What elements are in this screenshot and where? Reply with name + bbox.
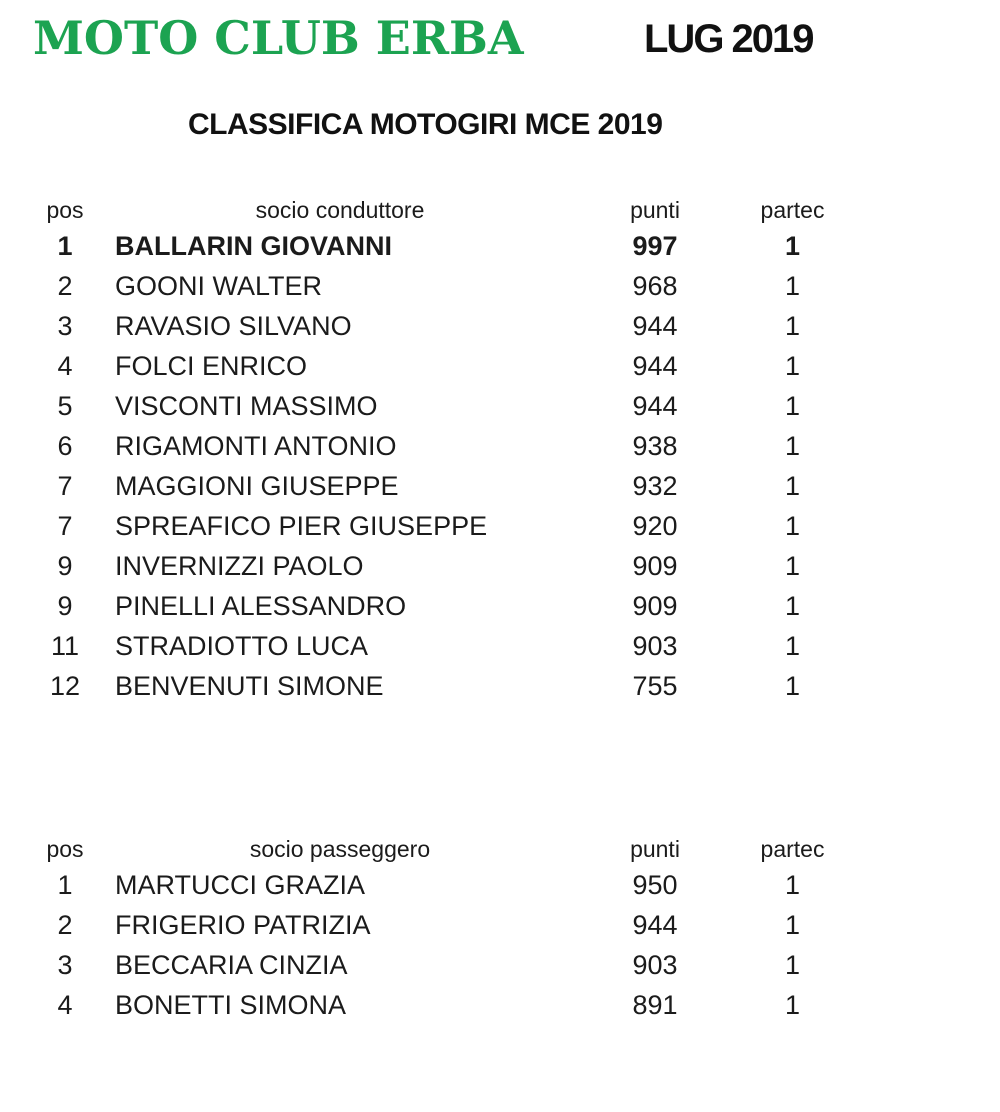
cell-punti: 997 — [632, 231, 678, 261]
cell-pos: 3 — [57, 950, 73, 980]
cell-pos: 9 — [57, 591, 73, 621]
cell-name: MARTUCCI GRAZIA — [115, 870, 366, 900]
cell-pos: 3 — [57, 311, 73, 341]
table-body — [35, 865, 860, 1025]
cell-partec: 1 — [784, 950, 801, 980]
cell-partec: 1 — [784, 671, 801, 701]
cell-punti: 909 — [632, 591, 678, 621]
cell-name: SPREAFICO PIER GIUSEPPE — [115, 511, 488, 541]
cell-punti: 944 — [632, 910, 678, 940]
table-row — [35, 626, 860, 666]
cell-pos: 12 — [49, 671, 81, 701]
cell-partec: 1 — [784, 631, 801, 661]
cell-pos: 6 — [57, 431, 73, 461]
club-logo: MOTO CLUB ERBA — [33, 11, 524, 65]
cell-partec: 1 — [784, 910, 801, 940]
table-row — [35, 865, 860, 905]
cell-partec: 1 — [784, 471, 801, 501]
column-header-pos: pos — [46, 836, 84, 862]
column-header-name: socio conduttore — [255, 197, 425, 223]
cell-punti: 968 — [632, 271, 678, 301]
ranking-table-conduttori — [35, 194, 860, 706]
table-row — [35, 266, 860, 306]
cell-partec: 1 — [784, 311, 801, 341]
cell-partec: 1 — [784, 591, 801, 621]
cell-punti: 920 — [632, 511, 678, 541]
cell-pos: 5 — [57, 391, 73, 421]
table-row — [35, 306, 860, 346]
cell-partec: 1 — [784, 551, 801, 581]
table-row — [35, 386, 860, 426]
cell-name: BECCARIA CINZIA — [115, 950, 348, 980]
period-label: LUG 2019 — [644, 17, 813, 61]
table-row — [35, 466, 860, 506]
cell-punti: 755 — [632, 671, 678, 701]
table-row — [35, 346, 860, 386]
table-row — [35, 666, 860, 706]
cell-punti: 909 — [632, 551, 678, 581]
table-row — [35, 426, 860, 466]
cell-name: BALLARIN GIOVANNI — [115, 231, 392, 261]
cell-name: GOONI WALTER — [115, 271, 323, 301]
cell-partec: 1 — [784, 990, 801, 1020]
cell-name: BENVENUTI SIMONE — [115, 671, 384, 701]
cell-name: RAVASIO SILVANO — [115, 311, 352, 341]
table-row — [35, 905, 860, 945]
cell-pos: 9 — [57, 551, 73, 581]
cell-partec: 1 — [784, 870, 801, 900]
table-header-row — [35, 833, 860, 865]
cell-name: MAGGIONI GIUSEPPE — [115, 471, 399, 501]
cell-pos: 2 — [57, 910, 73, 940]
table-header-row — [35, 194, 860, 226]
table-row — [35, 586, 860, 626]
cell-name: FRIGERIO PATRIZIA — [115, 910, 371, 940]
column-header-punti: punti — [630, 197, 680, 223]
column-header-punti: punti — [630, 836, 680, 862]
cell-punti: 950 — [632, 870, 678, 900]
cell-punti: 938 — [632, 431, 678, 461]
ranking-table-passeggeri — [35, 833, 860, 1025]
cell-pos: 1 — [57, 231, 73, 261]
table-row — [35, 985, 860, 1025]
column-header-pos: pos — [46, 197, 84, 223]
cell-partec: 1 — [784, 271, 801, 301]
column-header-partec: partec — [760, 836, 825, 862]
cell-name: FOLCI ENRICO — [115, 351, 308, 381]
cell-pos: 1 — [57, 870, 73, 900]
table-row — [35, 226, 860, 266]
cell-punti: 944 — [632, 351, 678, 381]
table-row — [35, 546, 860, 586]
cell-name: INVERNIZZI PAOLO — [115, 551, 364, 581]
cell-name: RIGAMONTI ANTONIO — [115, 431, 397, 461]
cell-partec: 1 — [784, 351, 801, 381]
column-header-partec: partec — [760, 197, 825, 223]
cell-partec: 1 — [784, 231, 801, 261]
page-title: CLASSIFICA MOTOGIRI MCE 2019 — [188, 108, 663, 141]
cell-name: PINELLI ALESSANDRO — [115, 591, 407, 621]
cell-punti: 944 — [632, 311, 678, 341]
cell-punti: 891 — [632, 990, 678, 1020]
cell-name: STRADIOTTO LUCA — [115, 631, 369, 661]
cell-name: BONETTI SIMONA — [115, 990, 347, 1020]
cell-punti: 903 — [632, 950, 678, 980]
cell-pos: 2 — [57, 271, 73, 301]
cell-pos: 11 — [50, 631, 80, 661]
column-header-name: socio passeggero — [249, 836, 431, 862]
cell-pos: 4 — [57, 990, 73, 1020]
cell-partec: 1 — [784, 391, 801, 421]
cell-punti: 903 — [632, 631, 678, 661]
cell-punti: 932 — [632, 471, 678, 501]
cell-pos: 7 — [57, 511, 73, 541]
table-body — [35, 226, 860, 706]
cell-partec: 1 — [784, 431, 801, 461]
table-row — [35, 945, 860, 985]
cell-partec: 1 — [784, 511, 801, 541]
cell-punti: 944 — [632, 391, 678, 421]
table-row — [35, 506, 860, 546]
cell-name: VISCONTI MASSIMO — [115, 391, 378, 421]
cell-pos: 4 — [57, 351, 73, 381]
cell-pos: 7 — [57, 471, 73, 501]
